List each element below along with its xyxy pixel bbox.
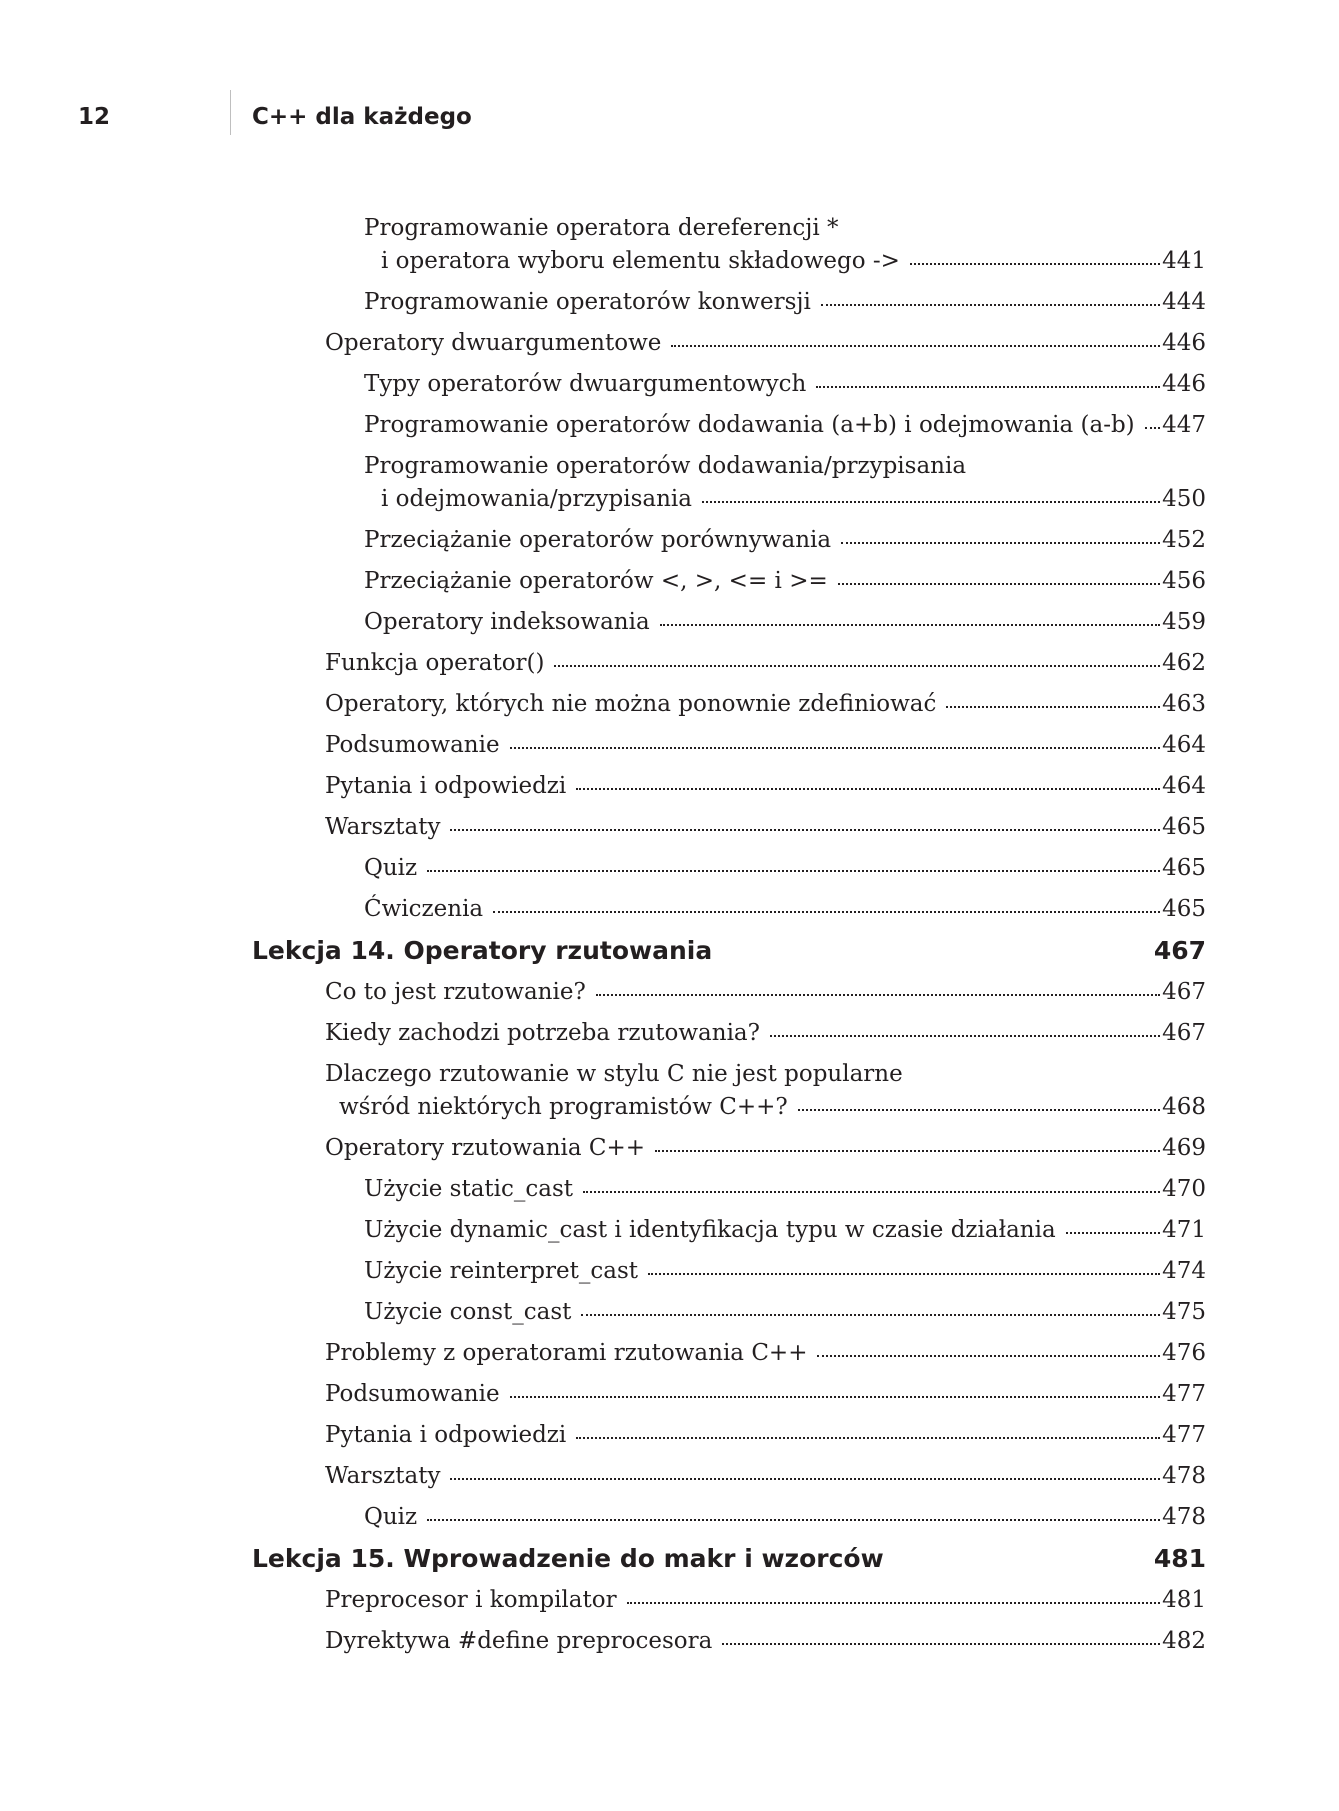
toc-entry bbox=[0, 1058, 1206, 1124]
toc-entry bbox=[0, 811, 1206, 844]
chapter-page: 467 bbox=[1153, 936, 1206, 965]
header-divider bbox=[230, 90, 231, 135]
entry-title: Przeciążanie operatorów <, >, <= i >= bbox=[364, 568, 828, 594]
toc-entry bbox=[0, 1132, 1206, 1165]
toc-entry bbox=[0, 852, 1206, 885]
chapter-title: Lekcja 14. Operatory rzutowania bbox=[252, 936, 713, 965]
toc-entry bbox=[0, 688, 1206, 721]
entry-page: 465 bbox=[1162, 855, 1206, 881]
dot-leader bbox=[627, 1601, 1161, 1604]
dot-leader bbox=[660, 623, 1160, 626]
toc-entry bbox=[0, 1584, 1206, 1617]
toc-entry bbox=[0, 565, 1206, 598]
entry-title: Kiedy zachodzi potrzeba rzutowania? bbox=[325, 1020, 760, 1046]
dot-leader bbox=[702, 500, 1160, 503]
entry-page: 446 bbox=[1162, 371, 1206, 397]
dot-leader bbox=[450, 828, 1160, 831]
toc-entry bbox=[0, 450, 1206, 516]
entry-title: Przeciążanie operatorów porównywania bbox=[364, 527, 832, 553]
entry-page: 441 bbox=[1162, 248, 1206, 274]
toc-chapter bbox=[0, 934, 1206, 968]
entry-title: Preprocesor i kompilator bbox=[325, 1587, 617, 1613]
entry-title: Typy operatorów dwuargumentowych bbox=[364, 371, 807, 397]
entry-page: 468 bbox=[1162, 1094, 1206, 1120]
toc-entry bbox=[0, 1255, 1206, 1288]
entry-page: 456 bbox=[1162, 568, 1206, 594]
dot-leader bbox=[817, 1354, 1160, 1357]
entry-title: Dyrektywa #define preprocesora bbox=[325, 1628, 713, 1654]
dot-leader bbox=[838, 582, 1160, 585]
toc-entry bbox=[0, 1419, 1206, 1452]
entry-page: 462 bbox=[1162, 650, 1206, 676]
dot-leader bbox=[510, 746, 1161, 749]
entry-page: 469 bbox=[1162, 1135, 1206, 1161]
entry-title: Warsztaty bbox=[325, 814, 441, 840]
entry-title-line1: Programowanie operatora dereferencji * bbox=[364, 215, 839, 241]
toc-entry bbox=[0, 606, 1206, 639]
entry-page: 470 bbox=[1162, 1176, 1206, 1202]
toc-entry bbox=[0, 409, 1206, 442]
toc-entry bbox=[0, 1337, 1206, 1370]
toc-entry bbox=[0, 327, 1206, 360]
dot-leader bbox=[671, 344, 1160, 347]
entry-title: Podsumowanie bbox=[325, 732, 500, 758]
entry-title: Quiz bbox=[364, 1504, 418, 1530]
entry-page: 447 bbox=[1162, 412, 1206, 438]
toc-entry bbox=[0, 770, 1206, 803]
entry-title: Operatory dwuargumentowe bbox=[325, 330, 662, 356]
dot-leader bbox=[816, 385, 1160, 388]
entry-page: 477 bbox=[1162, 1422, 1206, 1448]
entry-title: Użycie dynamic_cast i identyfikacja typu w czasie działania bbox=[364, 1217, 1056, 1243]
entry-page: 478 bbox=[1162, 1504, 1206, 1530]
toc-entry bbox=[0, 1017, 1206, 1050]
entry-page: 464 bbox=[1162, 732, 1206, 758]
dot-leader bbox=[655, 1149, 1160, 1152]
entry-page: 474 bbox=[1162, 1258, 1206, 1284]
entry-page: 464 bbox=[1162, 773, 1206, 799]
entry-title: Funkcja operator() bbox=[325, 650, 545, 676]
entry-title: Operatory, których nie można ponownie zdefiniować bbox=[325, 691, 937, 717]
entry-title: Co to jest rzutowanie? bbox=[325, 979, 586, 1005]
dot-leader bbox=[576, 787, 1160, 790]
entry-page: 467 bbox=[1162, 979, 1206, 1005]
chapter-page: 481 bbox=[1153, 1544, 1206, 1573]
entry-page: 450 bbox=[1162, 486, 1206, 512]
dot-leader bbox=[576, 1436, 1160, 1439]
dot-leader bbox=[821, 303, 1160, 306]
toc-entry bbox=[0, 1460, 1206, 1493]
entry-title: Programowanie operatorów konwersji bbox=[364, 289, 811, 315]
dot-leader bbox=[450, 1477, 1160, 1480]
dot-leader bbox=[946, 705, 1160, 708]
entry-page: 452 bbox=[1162, 527, 1206, 553]
entry-page: 482 bbox=[1162, 1628, 1206, 1654]
dot-leader bbox=[648, 1272, 1160, 1275]
dot-leader bbox=[1145, 426, 1160, 429]
entry-title: Pytania i odpowiedzi bbox=[325, 773, 567, 799]
entry-title: i odejmowania/przypisania bbox=[381, 486, 692, 512]
entry-page: 446 bbox=[1162, 330, 1206, 356]
entry-title: Operatory indeksowania bbox=[364, 609, 650, 635]
entry-title: Quiz bbox=[364, 855, 418, 881]
entry-page: 467 bbox=[1162, 1020, 1206, 1046]
dot-leader bbox=[596, 993, 1160, 996]
table-of-contents bbox=[0, 212, 1339, 1666]
entry-title: Problemy z operatorami rzutowania C++ bbox=[325, 1340, 808, 1366]
toc-entry bbox=[0, 1173, 1206, 1206]
dot-leader bbox=[722, 1642, 1160, 1645]
toc-entry bbox=[0, 286, 1206, 319]
entry-page: 471 bbox=[1162, 1217, 1206, 1243]
entry-title: Użycie reinterpret_cast bbox=[364, 1258, 638, 1284]
entry-page: 463 bbox=[1162, 691, 1206, 717]
running-title: C++ dla każdego bbox=[252, 104, 472, 130]
dot-leader bbox=[581, 1313, 1160, 1316]
toc-entry bbox=[0, 1296, 1206, 1329]
entry-title: Operatory rzutowania C++ bbox=[325, 1135, 646, 1161]
entry-page: 475 bbox=[1162, 1299, 1206, 1325]
page-number: 12 bbox=[78, 104, 111, 130]
dot-leader bbox=[554, 664, 1160, 667]
toc-entry bbox=[0, 524, 1206, 557]
toc-entry bbox=[0, 1501, 1206, 1534]
toc-entry bbox=[0, 729, 1206, 762]
dot-leader bbox=[770, 1034, 1160, 1037]
dot-leader bbox=[798, 1108, 1160, 1111]
entry-title-line1: Dlaczego rzutowanie w stylu C nie jest popularne bbox=[325, 1061, 903, 1087]
dot-leader bbox=[583, 1190, 1160, 1193]
entry-title: Użycie static_cast bbox=[364, 1176, 574, 1202]
toc-entry bbox=[0, 893, 1206, 926]
entry-page: 477 bbox=[1162, 1381, 1206, 1407]
entry-page: 459 bbox=[1162, 609, 1206, 635]
dot-leader bbox=[1066, 1231, 1160, 1234]
toc-entry bbox=[0, 1378, 1206, 1411]
entry-title: Programowanie operatorów dodawania (a+b) i odejmowania (a-b) bbox=[364, 412, 1135, 438]
chapter-title: Lekcja 15. Wprowadzenie do makr i wzorców bbox=[252, 1544, 884, 1573]
dot-leader bbox=[510, 1395, 1161, 1398]
entry-title: i operatora wyboru elementu składowego -> bbox=[381, 248, 900, 274]
entry-page: 478 bbox=[1162, 1463, 1206, 1489]
entry-page: 444 bbox=[1162, 289, 1206, 315]
entry-title-line1: Programowanie operatorów dodawania/przypisania bbox=[364, 453, 967, 479]
toc-entry bbox=[0, 368, 1206, 401]
dot-leader bbox=[910, 262, 1160, 265]
entry-title: Pytania i odpowiedzi bbox=[325, 1422, 567, 1448]
entry-page: 476 bbox=[1162, 1340, 1206, 1366]
entry-title: wśród niektórych programistów C++? bbox=[339, 1094, 788, 1120]
toc-entry bbox=[0, 976, 1206, 1009]
dot-leader bbox=[493, 910, 1160, 913]
toc-entry bbox=[0, 1214, 1206, 1247]
dot-leader bbox=[427, 1518, 1160, 1521]
toc-entry bbox=[0, 647, 1206, 680]
toc-chapter bbox=[0, 1542, 1206, 1576]
entry-title: Podsumowanie bbox=[325, 1381, 500, 1407]
dot-leader bbox=[841, 541, 1160, 544]
entry-title: Warsztaty bbox=[325, 1463, 441, 1489]
entry-title: Użycie const_cast bbox=[364, 1299, 572, 1325]
page-header bbox=[0, 90, 1339, 140]
entry-page: 481 bbox=[1162, 1587, 1206, 1613]
dot-leader bbox=[427, 869, 1160, 872]
entry-page: 465 bbox=[1162, 814, 1206, 840]
entry-page: 465 bbox=[1162, 896, 1206, 922]
toc-entry bbox=[0, 212, 1206, 278]
entry-title: Ćwiczenia bbox=[364, 896, 484, 922]
toc-entry bbox=[0, 1625, 1206, 1658]
